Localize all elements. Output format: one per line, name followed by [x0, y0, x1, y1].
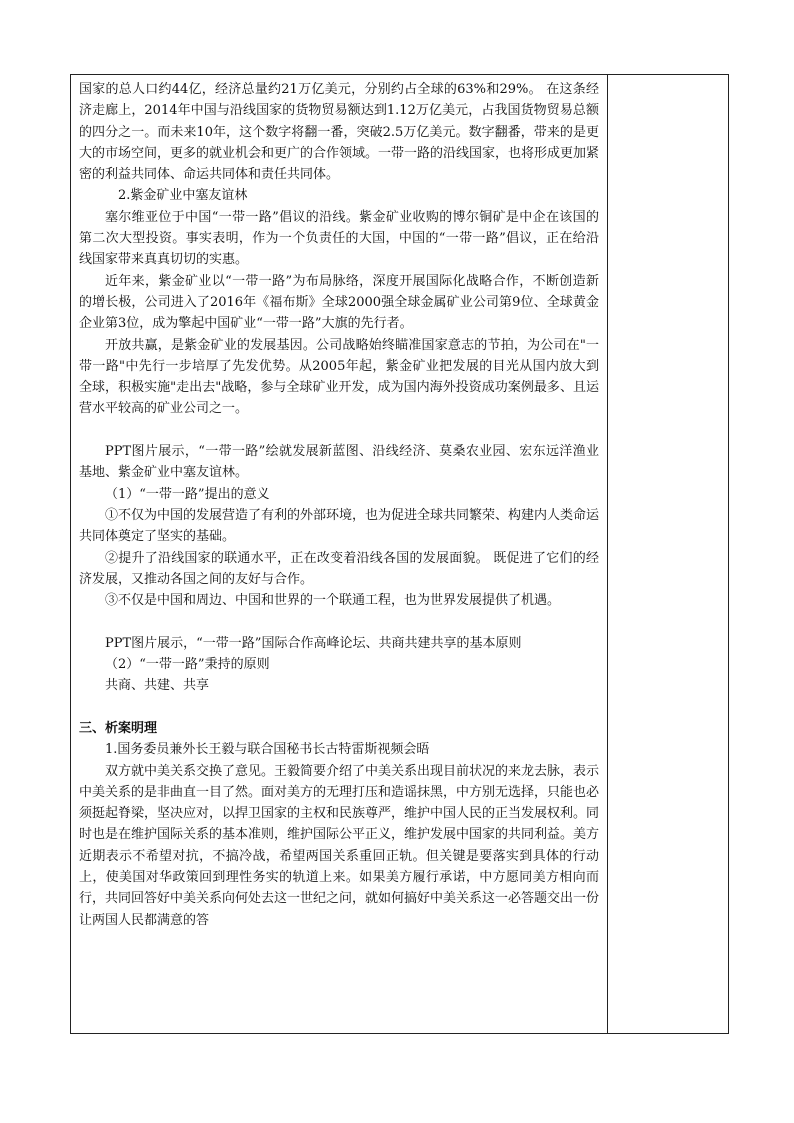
paragraph-ppt-1: PPT图片展示，“一带一路”绘就发展新蓝图、沿线经济、莫桑农业园、宏东远洋渔业基地、紫金矿业中塞友谊林。 — [79, 444, 599, 481]
paragraph-ppt-2: PPT图片展示，“一带一路”国际合作高峰论坛、共商共建共享的基本原则 — [105, 635, 522, 651]
question-significance: （1）“一带一路”提出的意义 — [105, 486, 270, 502]
subheading-zijin: 2.紫金矿业中塞友谊林 — [118, 188, 248, 204]
question-principles: （2）“一带一路”秉持的原则 — [105, 657, 270, 673]
blank-line — [79, 697, 599, 718]
paragraph-sino-us: 双方就中美关系交换了意见。王毅简要介绍了中美关系出现目前状况的来龙去脉，表示中美关系的是非曲直一目了然。面对美方的无理打压和造谣抹黑，中方别无选择，只能也必须挺起脊梁，坚决应对，以捍卫国家的主权和民族尊严，维护中国人民的正当发展权利。同时也是在维护国际关系的基本准则，维护国际公平正义，维护发展中国家的共同利益。美方近期表示不希望对抗，不搞冷战，希望两国关系重回正轨。但关键是要落实到具体的行动上，使美国对华政策回到理性务实的轨道上来。如果美方履行承诺，中方愿同美方相向而行，共同回答好中美关系向何处去这一世纪之问，就如何搞好中美关系这一必答题交出一份让两国人民都满意的答 — [79, 763, 600, 928]
content-table — [70, 74, 729, 1034]
subheading-wangyi: 1.国务委员兼外长王毅与联合国秘书长古特雷斯视频会晤 — [105, 742, 430, 758]
paragraph-open-win: 开放共赢，是紫金矿业的发展基因。公司战略始终瞄准国家意志的节拍，为公司在"一带一路"中先行一步培厚了先发优势。从2005年起，紫金矿业把发展的目光从国内放大到全球，积极实施"走出去"战略，参与全球矿业开发，成为国内海外投资成功案例最多、且运营水平较高的矿业公司之一。 — [79, 337, 599, 417]
answer-item-3: ③不仅是中国和周边、中国和世界的一个联通工程，也为世界发展提供了机遇。 — [105, 593, 561, 609]
blank-line — [79, 611, 599, 632]
paragraph-recent-years: 近年来，紫金矿业以“一带一路”为布局脉络，深度开展国际化战略合作，不断创造新的增长极，公司进入了2016年《福布斯》全球2000强全球金属矿业公司第9位、全球黄金企业第3位，成为擎起中国矿业“一带一路”大旗的先行者。 — [79, 273, 599, 332]
paragraph-population: 国家的总人口约44亿，经济总量约21万亿美元，分别约占全球的63%和29%。 在这条经济走廊上，2014年中国与沿线国家的货物贸易额达到1.12万亿美元，占我国货物贸易总额的四分之一。而未来10年，这个数字将翻一番，突破2.5万亿美元。数字翻番，带来的是更大的市场空间，更多的就业机会和更广的合作领域。一带一路的沿线国家，也将形成更加紧密的利益共同体、命运共同体和责任共同体。 — [79, 82, 600, 183]
answer-item-1: ①不仅为中国的发展营造了有利的外部环境，也为促进全球共同繁荣、构建内人类命运共同体奠定了坚实的基础。 — [79, 507, 600, 545]
blank-line — [79, 420, 599, 441]
answer-principles: 共商、共建、共享 — [105, 678, 210, 694]
main-content-cell — [71, 75, 607, 1033]
section-heading-3: 三、析案明理 — [79, 720, 158, 736]
notes-cell — [608, 75, 728, 1033]
paragraph-serbia: 塞尔维亚位于中国“一带一路”倡议的沿线。紫金矿业收购的博尔铜矿是中企在该国的第二次大型投资。事实表明，作为一个负责任的大国，中国的“一带一路”倡议，正在给沿线国家带来真真切切的实惠。 — [79, 209, 599, 268]
answer-item-2: ②提升了沿线国家的联通水平，正在改变着沿线各国的发展面貌。 既促进了它们的经济发展，又推动各国之间的友好与合作。 — [79, 550, 599, 587]
